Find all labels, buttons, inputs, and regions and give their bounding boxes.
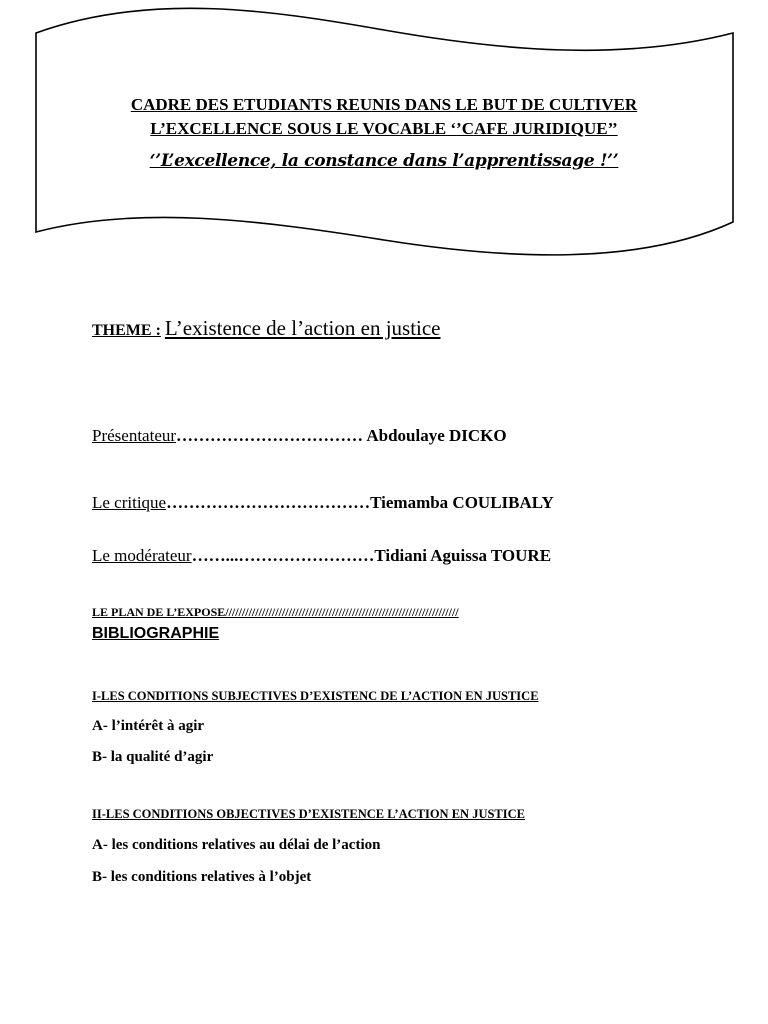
theme-heading <box>92 316 441 341</box>
section-1-title: I-LES CONDITIONS SUBJECTIVES D’EXISTENC DE L’ACTION EN JUSTICE <box>92 689 539 703</box>
role-name: Tiemamba COULIBALY <box>370 493 554 512</box>
role-label: Le modérateur <box>92 546 192 565</box>
section-2-title: II-LES CONDITIONS OBJECTIVES D’EXISTENCE L’ACTION EN JUSTICE <box>92 807 525 821</box>
plan-heading: LE PLAN DE L’EXPOSE////////////////////////////////////////////////////////////////////// <box>92 605 459 619</box>
org-name-line-2: L’EXCELLENCE SOUS LE VOCABLE ‘’CAFE JURIDIQUE’’ <box>150 119 618 138</box>
section-1-item-b: B- la qualité d’agir <box>92 749 214 765</box>
role-dots: ……………………………… <box>166 493 371 512</box>
section-2-item-a: A- les conditions relatives au délai de l’action <box>92 837 381 853</box>
section-2-item-b: B- les conditions relatives à l’objet <box>92 869 312 885</box>
bibliography-heading: BIBLIOGRAPHIE <box>92 625 220 642</box>
role-label: Le critique <box>92 493 167 512</box>
theme-label: THEME : <box>92 322 161 339</box>
wave-banner-frame <box>0 0 768 300</box>
theme-title: L’existence de l’action en justice <box>164 316 441 340</box>
role-presenter <box>92 426 507 446</box>
role-moderator <box>92 546 551 566</box>
role-name: Tidiani Aguissa TOURE <box>374 546 552 565</box>
org-name-line-1: CADRE DES ETUDIANTS REUNIS DANS LE BUT DE CULTIVER <box>130 95 638 114</box>
role-name: Abdoulaye DICKO <box>363 426 507 445</box>
role-dots: …………………………… <box>176 426 364 445</box>
motto: ‘’L’excellence, la constance dans l’apprentissage !’’ <box>149 151 619 171</box>
role-label: Présentateur <box>92 426 177 445</box>
role-critic <box>92 493 554 513</box>
role-dots: ……...…………………… <box>191 546 375 565</box>
section-1-item-a: A- l’intérêt à agir <box>92 718 205 734</box>
